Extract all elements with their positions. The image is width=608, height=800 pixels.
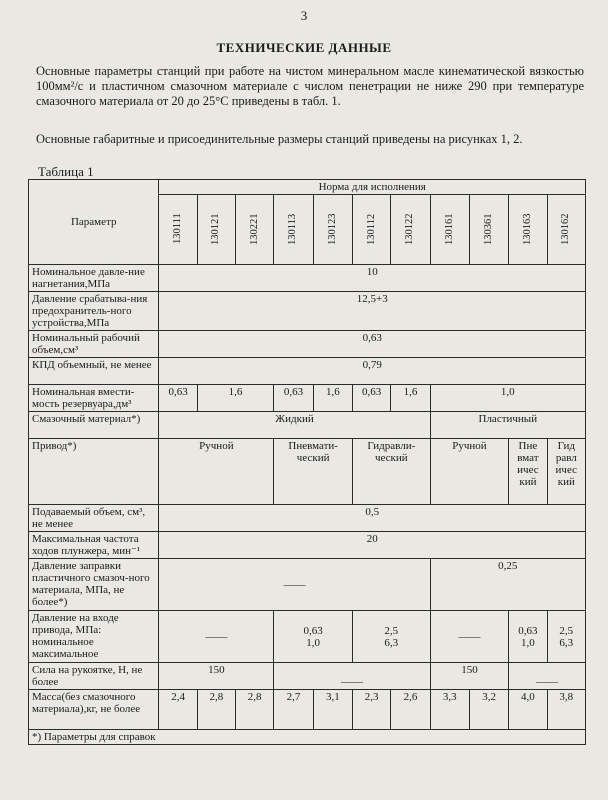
table-footnote: *) Параметры для справок	[29, 730, 586, 745]
table-row: КПД объемный, не менее 0,79	[29, 358, 586, 385]
table-caption: Таблица 1	[38, 164, 94, 179]
table-footnote-row	[29, 730, 586, 745]
dimensions-paragraph: Основные габаритные и присоединительные размеры станций приведены на рисунках 1, 2.	[36, 132, 523, 146]
table-row: Номинальный рабочий объем,см³ 0,63	[29, 331, 586, 358]
model-col: 130111	[159, 195, 197, 265]
intro-paragraph: Основные параметры станций при работе на чистом минеральном масле кинематической вязкостью 100мм²/с и пластичном смазочном материале с числом пенетрации не ниже 290 при температуре смазочного материала от 20 до 25°С приведены в табл. 1.	[36, 64, 584, 108]
technical-data-table	[28, 179, 586, 745]
model-col: 130161	[430, 195, 469, 265]
model-col: 130113	[274, 195, 313, 265]
norm-header: Норма для исполнения	[159, 180, 586, 195]
model-col: 130112	[352, 195, 390, 265]
model-col: 130122	[391, 195, 430, 265]
table-row: Подаваемый объем, см³, не менее 0,5	[29, 505, 586, 532]
table-row: Давление срабатыва-ния предохранитель-ного устройства,МПа 12,5+3	[29, 292, 586, 331]
table-row: Максимальная частота ходов плунжера, мин⁻¹ 20	[29, 532, 586, 559]
param-header: Параметр	[29, 180, 159, 265]
table-row: Смазочный материал*) Жидкий Пластичный	[29, 412, 586, 439]
table-row: Давление заправки пластичного смазоч-ного материала, МПа, не более*) —— 0,25	[29, 559, 586, 611]
section-title: ТЕХНИЧЕСКИЕ ДАННЫЕ	[216, 40, 392, 55]
table-row: Масса(без смазочного материала),кг, не более 2,4 2,8 2,8 2,7 3,1 2,3 2,6 3,3 3,2 4,0 3,8	[29, 690, 586, 730]
table-row: Номинальное давле-ние нагнетания,МПа 10	[29, 265, 586, 292]
model-col: 130221	[236, 195, 274, 265]
model-col: 130361	[469, 195, 508, 265]
page-number: 3	[300, 8, 308, 23]
model-col: 130163	[509, 195, 547, 265]
model-col: 130121	[197, 195, 235, 265]
table-row: Давление на входе привода, МПа: номинальное максимальное —— 0,63 1,0 2,5 6,3 —— 0,63 1,0 2,5 6,3	[29, 611, 586, 663]
model-col: 130162	[547, 195, 585, 265]
table-row: Номинальная вмести-мость резервуара,дм³ 0,63 1,6 0,63 1,6 0,63 1,6 1,0	[29, 385, 586, 412]
table-row: Сила на рукоятке, Н, не более 150 —— 150 ——	[29, 663, 586, 690]
model-col: 130123	[313, 195, 352, 265]
table-row: Привод*) Ручной Пневмати-ческий Гидравли-ческий Ручной Пне вмат ичес кий Гид равл ичес кий	[29, 439, 586, 505]
